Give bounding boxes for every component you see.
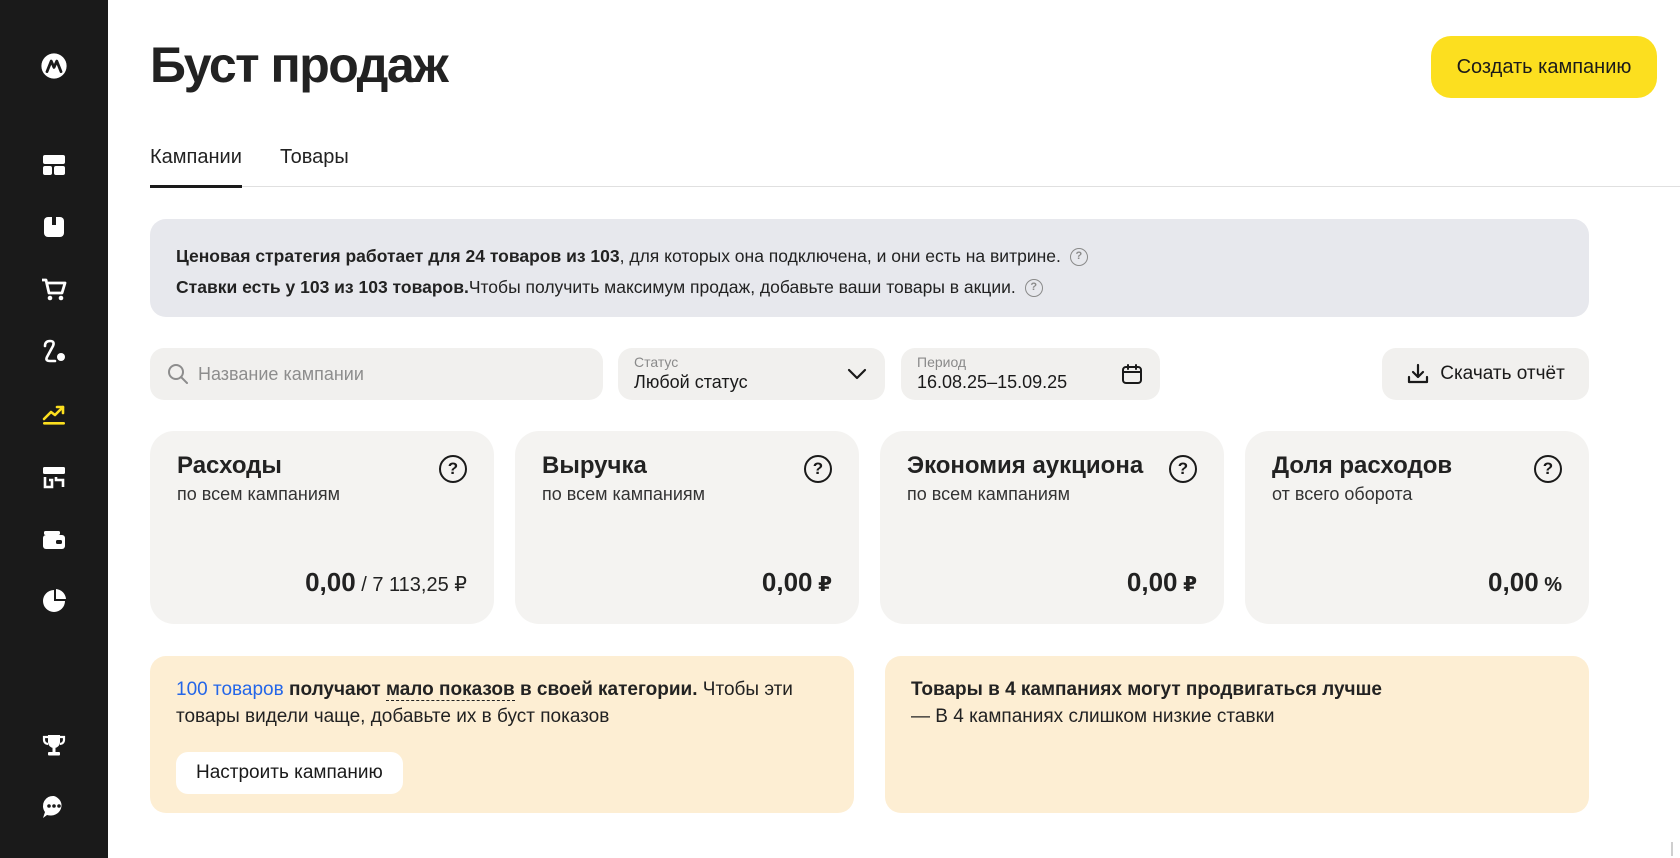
- chevron-down-icon: [845, 362, 869, 386]
- sidebar-item-finance[interactable]: [36, 521, 72, 557]
- create-campaign-button[interactable]: Создать кампанию: [1431, 36, 1657, 98]
- wallet-icon: [40, 525, 68, 553]
- metric-subtitle: по всем кампаниям: [177, 484, 341, 504]
- metric-card-expense-share: [1245, 431, 1589, 624]
- download-icon: [1406, 362, 1430, 386]
- metric-value: [1488, 567, 1562, 598]
- cart-icon: [40, 275, 68, 303]
- campaign-search-input[interactable]: [198, 364, 578, 385]
- metric-card-expenses: [150, 431, 494, 624]
- metric-title: Выручка: [542, 452, 647, 479]
- download-report-label: Скачать отчёт: [1440, 363, 1565, 384]
- period-picker[interactable]: [901, 348, 1160, 400]
- metric-value-unit: %: [1538, 574, 1562, 596]
- search-icon: [166, 362, 190, 386]
- help-circle-icon[interactable]: ?: [804, 455, 832, 483]
- help-circle-icon[interactable]: ?: [1169, 455, 1197, 483]
- market-logo-icon: [40, 52, 68, 80]
- page-title: Буст продаж: [150, 37, 448, 93]
- promo-bold-text-end: в своей категории.: [514, 679, 698, 700]
- metric-title: Расходы: [177, 452, 282, 479]
- metric-title: Доля расходов: [1272, 452, 1453, 479]
- metric-value-main: 0,00: [1126, 567, 1178, 597]
- help-circle-icon[interactable]: ?: [1070, 248, 1088, 266]
- info-bids-text: Чтобы получить максимум продаж, добавьте ваши товары в акции.: [468, 277, 1016, 297]
- metric-value: [1127, 567, 1197, 598]
- metric-value: [305, 567, 467, 598]
- product-box-icon: [40, 213, 68, 241]
- configure-campaign-button[interactable]: Настроить кампанию: [176, 752, 403, 794]
- route-icon: [40, 337, 68, 365]
- info-strategy-text: , для которых она подключена, и они есть на витрине.: [619, 246, 1061, 266]
- scrollbar-indicator[interactable]: [1671, 842, 1673, 856]
- tab-products[interactable]: Товары: [280, 146, 349, 168]
- trophy-icon: [40, 731, 68, 759]
- metric-value: [762, 567, 832, 598]
- info-line-strategy: [176, 241, 1563, 272]
- calendar-icon: [1120, 362, 1144, 386]
- sidebar-item-analytics[interactable]: [36, 583, 72, 619]
- main-content: [108, 0, 1680, 858]
- sidebar-item-orders[interactable]: [36, 271, 72, 307]
- promo-description: Чтобы эти товары видели чаще, добавьте их в буст показов: [176, 679, 793, 727]
- help-circle-icon[interactable]: ?: [1534, 455, 1562, 483]
- status-select[interactable]: [618, 348, 885, 400]
- storefront-icon: [40, 463, 68, 491]
- sidebar-item-rating[interactable]: [36, 727, 72, 763]
- promo-text: [176, 676, 828, 730]
- period-value: 16.08.25–15.09.25: [917, 372, 1068, 392]
- metric-subtitle: по всем кампаниям: [542, 484, 706, 504]
- market-logo[interactable]: [34, 46, 74, 86]
- promo-title: Товары в 4 кампаниях могут продвигаться лучше: [911, 679, 1382, 700]
- metric-title: Экономия аукциона: [907, 452, 1144, 479]
- low-impressions-promo: [150, 656, 854, 813]
- promo-line: — В 4 кампаниях слишком низкие ставки: [911, 706, 1275, 727]
- period-label: Период: [917, 354, 967, 370]
- metric-value-main: 0,00: [1488, 567, 1539, 597]
- sidebar-item-dashboard[interactable]: [36, 147, 72, 183]
- promo-bold-text: получают: [283, 679, 386, 700]
- sidebar-item-store[interactable]: [36, 459, 72, 495]
- sidebar-item-logistics[interactable]: [36, 333, 72, 369]
- tab-campaigns[interactable]: Кампании: [150, 146, 242, 187]
- info-strategy-bold: Ценовая стратегия работает для 24 товаров из 103: [176, 246, 620, 266]
- chat-icon: [40, 793, 68, 821]
- campaign-improvement-promo: [885, 656, 1589, 813]
- info-banner: [150, 219, 1589, 317]
- tabs: [150, 142, 1680, 187]
- help-circle-icon[interactable]: ?: [439, 455, 467, 483]
- campaign-search: [150, 348, 603, 400]
- promotion-trend-icon: [40, 399, 68, 427]
- low-impressions-term[interactable]: мало показов: [385, 679, 515, 700]
- metric-subtitle: по всем кампаниям: [907, 484, 1071, 504]
- status-value: Любой статус: [634, 372, 748, 392]
- metric-value-budget: / 7 113,25 ₽: [355, 574, 467, 596]
- info-line-bids: [176, 272, 1563, 303]
- metric-subtitle: от всего оборота: [1272, 484, 1413, 504]
- sidebar: [0, 0, 108, 858]
- sidebar-item-chat[interactable]: [36, 789, 72, 825]
- analytics-pie-icon: [40, 587, 68, 615]
- info-bids-bold: Ставки есть у 103 из 103 товаров.: [176, 277, 469, 297]
- metric-card-auction-savings: [880, 431, 1224, 624]
- metric-value-unit: ₽: [1177, 574, 1197, 596]
- products-count-link[interactable]: 100 товаров: [176, 679, 284, 700]
- metric-value-main: 0,00: [761, 567, 813, 597]
- metric-value-main: 0,00: [305, 567, 356, 597]
- sidebar-item-products[interactable]: [36, 209, 72, 245]
- metric-card-revenue: [515, 431, 859, 624]
- sidebar-item-promotion[interactable]: [36, 395, 72, 431]
- help-circle-icon[interactable]: ?: [1025, 279, 1043, 297]
- metric-value-unit: ₽: [812, 574, 832, 596]
- status-label: Статус: [634, 354, 679, 370]
- download-report-button[interactable]: [1382, 348, 1589, 400]
- dashboard-icon: [40, 151, 68, 179]
